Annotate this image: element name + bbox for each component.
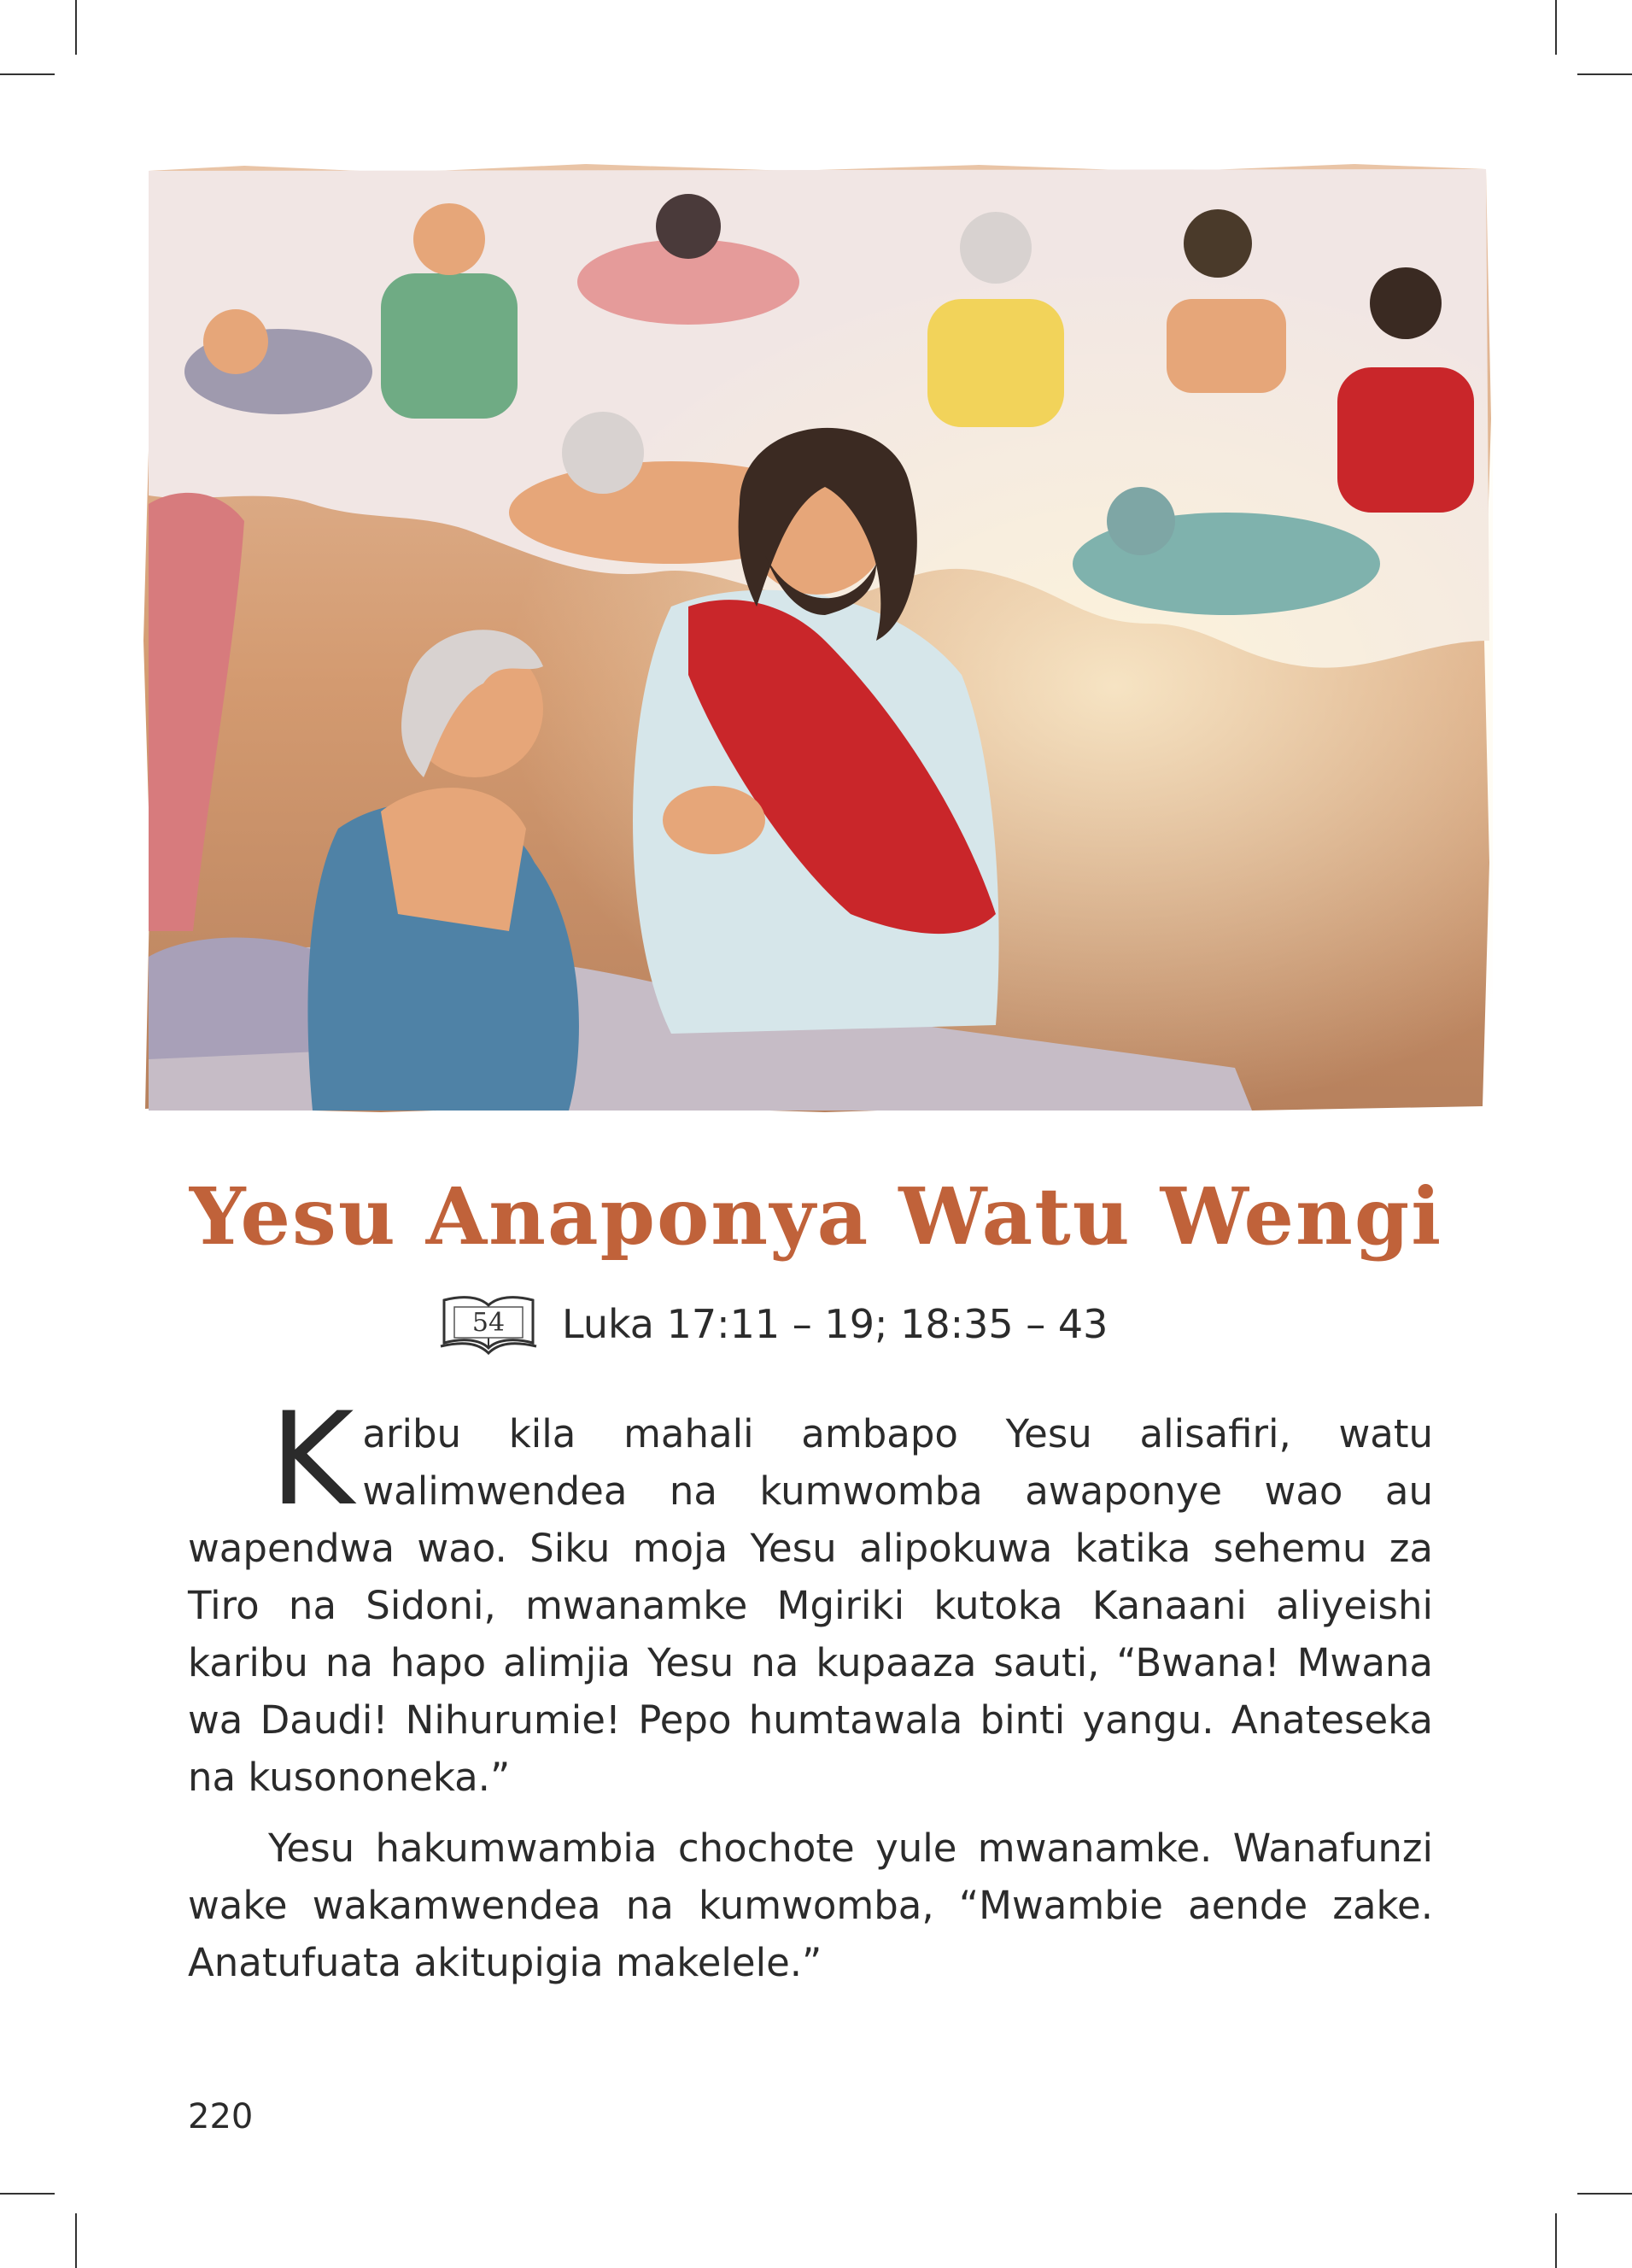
bible-icon-number: 54 [471,1308,506,1338]
paragraph-1-text: aribu kila mahali ambapo Yesu alisafiri, watu walimwendea na kumwomba awaponye wao au wapendwa wao. Siku moja Yesu alipokuwa katika sehemu za Tiro na Sidoni, mwanamke Mgiriki kutoka Kanaani aliyeishi karibu na hapo alimjia Yesu na kupaaza sauti, “Bwana! Mwana wa Daudi! Nihurumie! Pepo humtawala binti yangu. Anateseka na kusononeka.” [188,1411,1433,1800]
page-number: 220 [188,2097,254,2136]
illustration-drawing [142,162,1493,1115]
crop-mark [1577,2193,1632,2195]
story-body [188,1386,1433,1991]
crop-mark [1555,0,1557,55]
paragraph-2: Yesu hakumwambia chochote yule mwanamke. Wanafunzi wake wakamwendea na kumwomba, “Mwambie aende zake. Anatufuata akitupigia makelele.” [188,1826,1433,1985]
reference-text: Luka 17:11 – 19; 18:35 – 43 [562,1301,1108,1347]
crop-mark [0,2193,55,2195]
bible-icon [437,1290,540,1358]
crop-mark [1577,73,1632,75]
story-illustration [142,162,1493,1115]
paragraph-1 [188,1386,1433,1806]
crop-mark [0,73,55,75]
crop-mark [75,0,77,55]
story-title: Yesu Anaponya Watu Wengi [189,1170,1443,1263]
scripture-reference [437,1290,1108,1358]
crop-mark [75,2213,77,2268]
dropcap-letter: K [270,1386,354,1534]
crop-mark [1555,2213,1557,2268]
